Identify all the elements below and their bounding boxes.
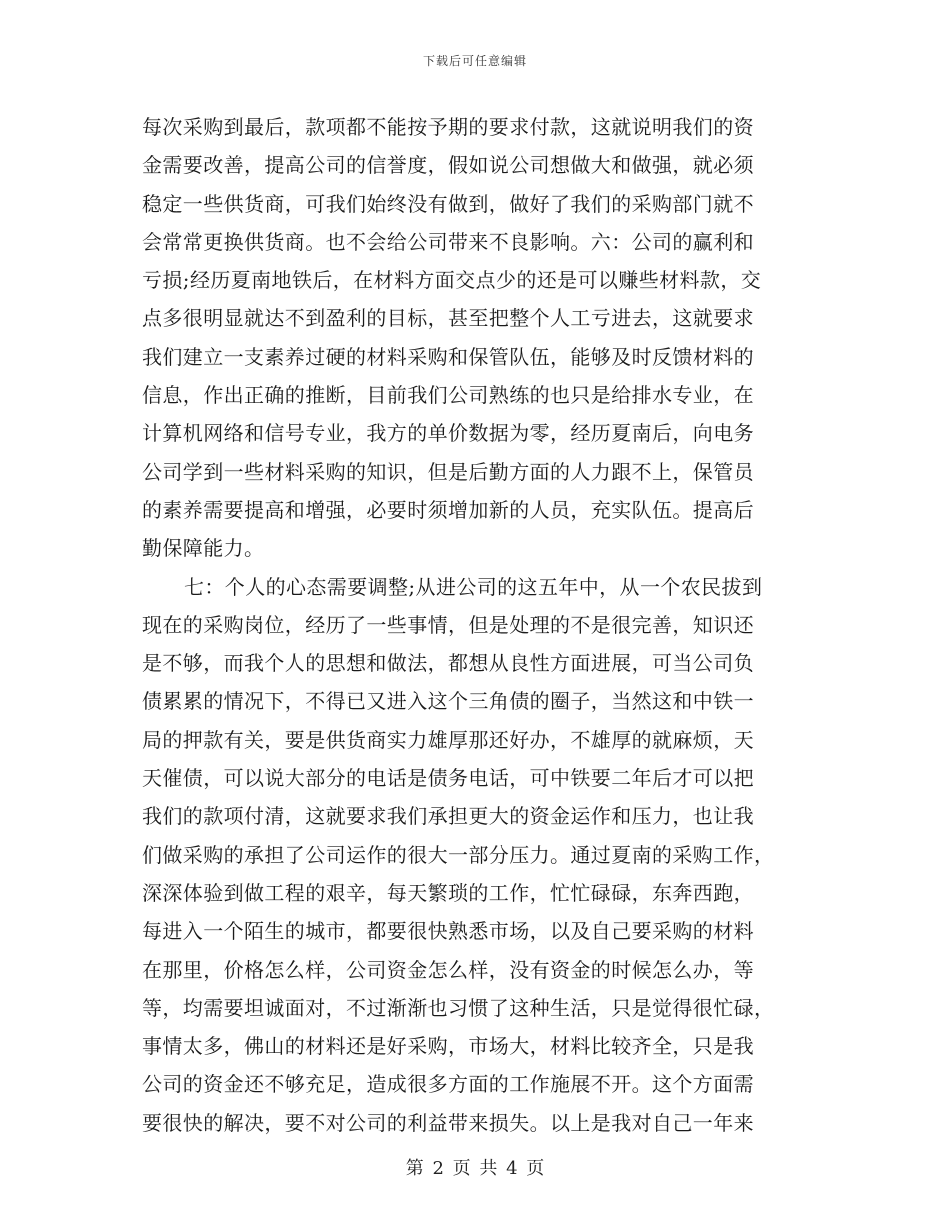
text-line: 七：个人的心态需要调整;从进公司的这五年中，从一个农民拔到: [184, 574, 763, 599]
text-line: 我们建立一支素养过硬的材料采购和保管队伍，能够及时反馈材料的: [142, 344, 754, 369]
text-line: 公司的资金还不够充足，造成很多方面的工作施展不开。这个方面需: [142, 1072, 754, 1097]
text-line: 深深体验到做工程的艰辛，每天繁琐的工作，忙忙碌碌，东奔西跑，: [142, 880, 754, 905]
text-line: 勤保障能力。: [142, 536, 265, 561]
text-line: 会常常更换供货商。也不会给公司带来不良影响。六：公司的赢利和: [142, 229, 754, 254]
text-line: 债累累的情况下，不得已又进入这个三角债的圈子，当然这和中铁一: [142, 689, 754, 714]
text-line: 金需要改善，提高公司的信誉度，假如说公司想做大和做强，就必须: [142, 153, 754, 178]
text-line: 点多很明显就达不到盈利的目标，甚至把整个人工亏进去，这就要求: [142, 306, 754, 331]
text-line: 等，均需要坦诚面对，不过渐渐也习惯了这种生活，只是觉得很忙碌，: [142, 995, 775, 1020]
text-line: 公司学到一些材料采购的知识，但是后勤方面的人力跟不上，保管员: [142, 459, 754, 484]
paragraph-2: [142, 568, 812, 1142]
text-line: 是不够，而我个人的思想和做法，都想从良性方面进展，可当公司负: [142, 651, 754, 676]
text-line: 计算机网络和信号专业，我方的单价数据为零，经历夏南后，向电务: [142, 421, 754, 446]
text-line: 现在的采购岗位，经历了一些事情，但是处理的不是很完善，知识还: [142, 612, 754, 637]
text-line: 亏损;经历夏南地铁后，在材料方面交点少的还是可以赚些材料款，交: [142, 268, 762, 293]
page-number-footer: 第 2 页 共 4 页: [405, 1158, 545, 1179]
text-line: 的素养需要提高和增强，必要时须增加新的人员，充实队伍。提高后: [142, 497, 754, 522]
text-line: 信息，作出正确的推断，目前我们公司熟练的也只是给排水专业，在: [142, 383, 754, 408]
paragraph-1: [142, 108, 812, 568]
text-line: 我们的款项付清，这就要求我们承担更大的资金运作和压力，也让我: [142, 804, 754, 829]
text-line: 稳定一些供货商，可我们始终没有做到，做好了我们的采购部门就不: [142, 191, 754, 216]
text-line: 要很快的解决，要不对公司的利益带来损失。以上是我对自己一年来: [142, 1110, 754, 1135]
text-line: 在那里，价格怎么样，公司资金怎么样，没有资金的时候怎么办，等: [142, 957, 754, 982]
text-line: 天催债，可以说大部分的电话是债务电话，可中铁要二年后才可以把: [142, 766, 754, 791]
text-line: 们做采购的承担了公司运作的很大一部分压力。通过夏南的采购工作，: [142, 842, 775, 867]
document-body: [142, 108, 812, 1142]
text-line: 每次采购到最后，款项都不能按予期的要求付款，这就说明我们的资: [142, 115, 754, 139]
text-line: 事情太多，佛山的材料还是好采购，市场大，材料比较齐全，只是我: [142, 1034, 754, 1059]
text-line: 每进入一个陌生的城市，都要很快熟悉市场，以及自己要采购的材料: [142, 919, 754, 944]
text-line: 局的押款有关，要是供货商实力雄厚那还好办，不雄厚的就麻烦，天: [142, 727, 754, 752]
page-header: 下载后可任意编辑: [422, 54, 527, 68]
